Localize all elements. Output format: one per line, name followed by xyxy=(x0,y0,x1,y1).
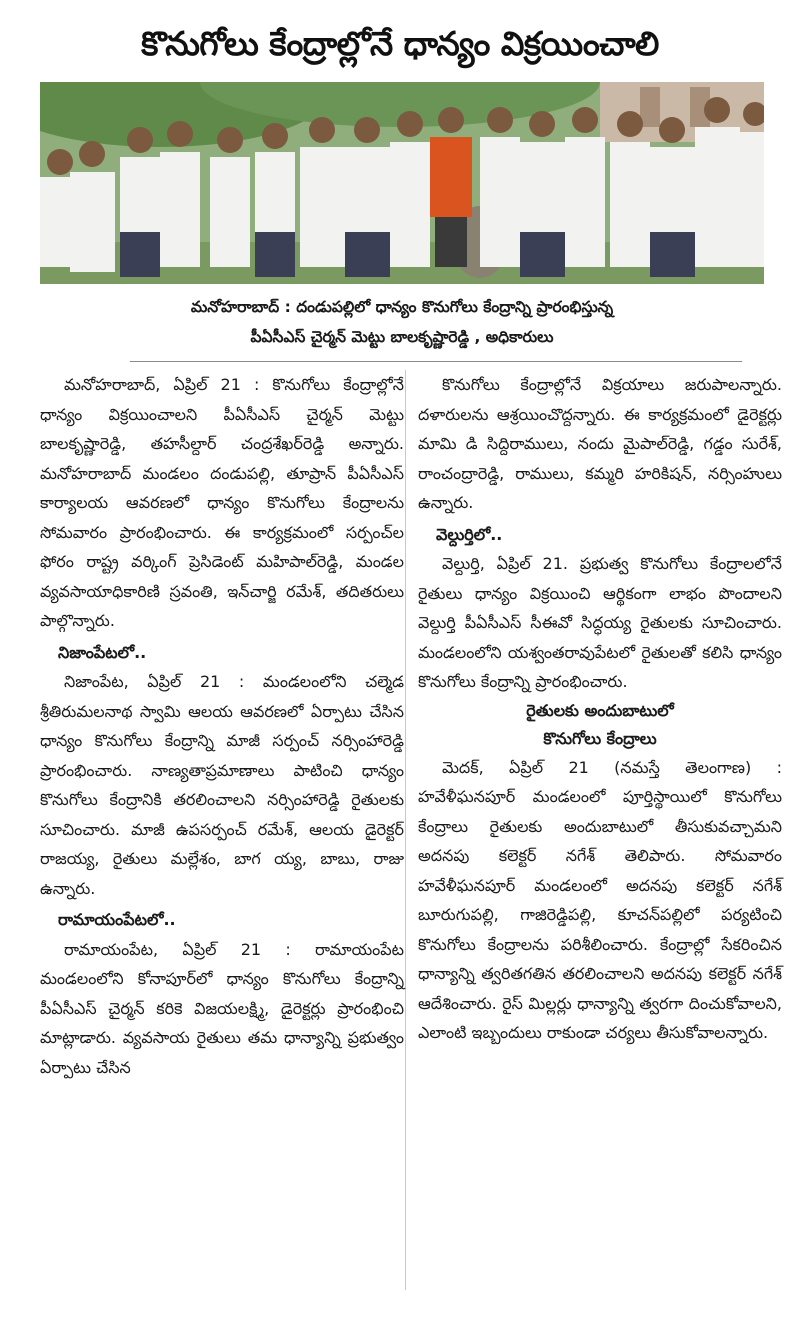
group-photo-illustration xyxy=(40,82,764,284)
headline: కొనుగోలు కేంద్రాల్లోనే ధాన్యం విక్రయించాలి xyxy=(141,24,659,63)
column-divider xyxy=(405,370,406,1290)
subheading-ramayampet: రామాయంపేటలో.. xyxy=(58,910,176,929)
right-column xyxy=(418,370,782,1048)
photo-caption xyxy=(40,292,764,352)
article-paragraph: నిజాంపేట, ఏప్రిల్ 21 : మండలంలోని చల్మెడ శ్రీతిరుమలనాథ స్వామి ఆలయ ఆవరణలో ఏర్పాటు చేసిన ధాన్యం కొనుగోలు కేంద్రాన్ని మాజీ సర్పంచ్ నర్సింహారెడ్డి ప్రారంభించారు. నాణ్యతాప్రమాణాలు పాటించి ధాన్యం కొనుగోలు కేంద్రానికి తరలించాలని నర్సింహారెడ్డి రైతులకు సూచించారు. మాజీ ఉపసర్పంచ్ రమేశ్, ఆలయ డైరెక్టర్ రాజయ్య, రైతులు మల్లేశం, బాగ య్య, బాబు, రాజు ఉన్నారు. xyxy=(40,672,404,898)
article-paragraph: రామాయంపేట, ఏప్రిల్ 21 : రామాయంపేట మండలంలోని కోనాపూర్‌లో ధాన్యం కొనుగోలు కేంద్రాన్ని పీఏసీఎస్ చైర్మన్ కరికె విజయలక్ష్మి, డైరెక్టర్లు ప్రారంభించి మాట్లాడారు. వ్యవసాయ రైతులు తమ ధాన్యాన్ని ప్రభుత్వం ఏర్పాటు చేసిన xyxy=(40,939,404,1077)
subheading-nizampet: నిజాంపేటలో.. xyxy=(58,642,147,662)
article-paragraph: మెదక్, ఏప్రిల్ 21 (నమస్తే తెలంగాణ) : హవేళీఘనపూర్ మండలంలో పూర్తిస్థాయిలో కొనుగోలు కేంద్రాలు రైతులకు అందుబాటులో తీసుకువచ్చామని అదనపు కలెక్టర్ నగేశ్ తెలిపారు. సోమవారం హవేళీఘనపూర్ మండలంలో అదనపు కలెక్టర్ నగేశ్ బూరుగుపల్లి, గాజిరెడ్డిపల్లి, కూచన్‌పల్లిలో పర్యటించి కొనుగోలు కేంద్రాలను పరిశీలించారు. కేంద్రాల్లో సేకరించిన ధాన్యాన్ని త్వరితగతిన తరలించాలని అదనపు కలెక్టర్ నగేశ్ ఆదేశించారు. రైస్ మిల్లర్లు ధాన్యాన్ని త్వరగా దించుకోవాలని, ఎలాంటి ఇబ్బందులు రాకుండా చర్యలు తీసుకోవాలన్నారు. xyxy=(418,757,782,1042)
article-paragraph: మనోహరాబాద్, ఏప్రిల్ 21 : కొనుగోలు కేంద్రాల్లోనే ధాన్యం విక్రయించాలని పీఏసీఎస్ చైర్మన్ మెట్టు బాలకృష్ణారెడ్డి, తహసీల్దార్ చంద్రశేఖర్‌రెడ్డి అన్నారు. మనోహరాబాద్ మండలం దండుపల్లి, తూప్రాన్ పీఏసీఎస్ కార్యాలయ ఆవరణలో ధాన్యం కొనుగోలు కేంద్రాలను సోమవారం ప్రారంభించారు. ఈ కార్యక్రమంలో సర్పంచ్‌ల ఫోరం రాష్ట్ర వర్కింగ్ ప్రెసిడెంట్ మహిపాల్‌రెడ్డి, మండల వ్యవసాయాధికారిణి స్రవంతి, ఇన్‌చార్జి రమేశ్, తదితరులు పాల్గొన్నారు. xyxy=(40,375,404,630)
subheading-medak-line-1: రైతులకు అందుబాటులో xyxy=(526,700,674,720)
caption-divider xyxy=(130,361,742,362)
left-column xyxy=(40,370,404,1082)
caption-line-2: పీఏసీఎస్ చైర్మన్ మెట్టు బాలకృష్ణారెడ్డి , అధికారులు xyxy=(250,328,554,346)
subheading-medak-line-2: కొనుగోలు కేంద్రాలు xyxy=(543,728,657,748)
subheading-medak xyxy=(418,697,782,753)
subheading-veldurthi: వెల్దుర్తిలో.. xyxy=(436,524,503,544)
news-photo xyxy=(40,82,764,284)
article-paragraph: వెల్దుర్తి, ఏప్రిల్ 21. ప్రభుత్వ కొనుగోలు కేంద్రాలలోనే రైతులు ధాన్యం విక్రయించి ఆర్థికంగా లాభం పొందాలని వెల్దుర్తి పీఏసీఎస్ సీఈవో సిద్ధయ్య రైతులకు సూచించారు. మండలంలోని యశ్వంతరావుపేటలో రైతులతో కలిసి ధాన్యం కొనుగోలు కేంద్రాన్ని ప్రారంభించారు. xyxy=(418,554,782,691)
article-paragraph: కొనుగోలు కేంద్రాల్లోనే విక్రయాలు జరుపాలన్నారు. దళారులను ఆశ్రయించొద్దన్నారు. ఈ కార్యక్రమంలో డైరెక్టర్లు మామి డి సిద్దిరాములు, నందు మైపాల్‌రెడ్డి, గడ్డం సురేశ్, రాంచంద్రారెడ్డి, రాములు, కమ్మరి హరికిషన్, నర్సింహులు ఉన్నారు. xyxy=(418,375,782,512)
caption-line-1: మనోహరాబాద్ : దండుపల్లిలో ధాన్యం కొనుగోలు కేంద్రాన్ని ప్రారంభిస్తున్న xyxy=(190,298,614,316)
